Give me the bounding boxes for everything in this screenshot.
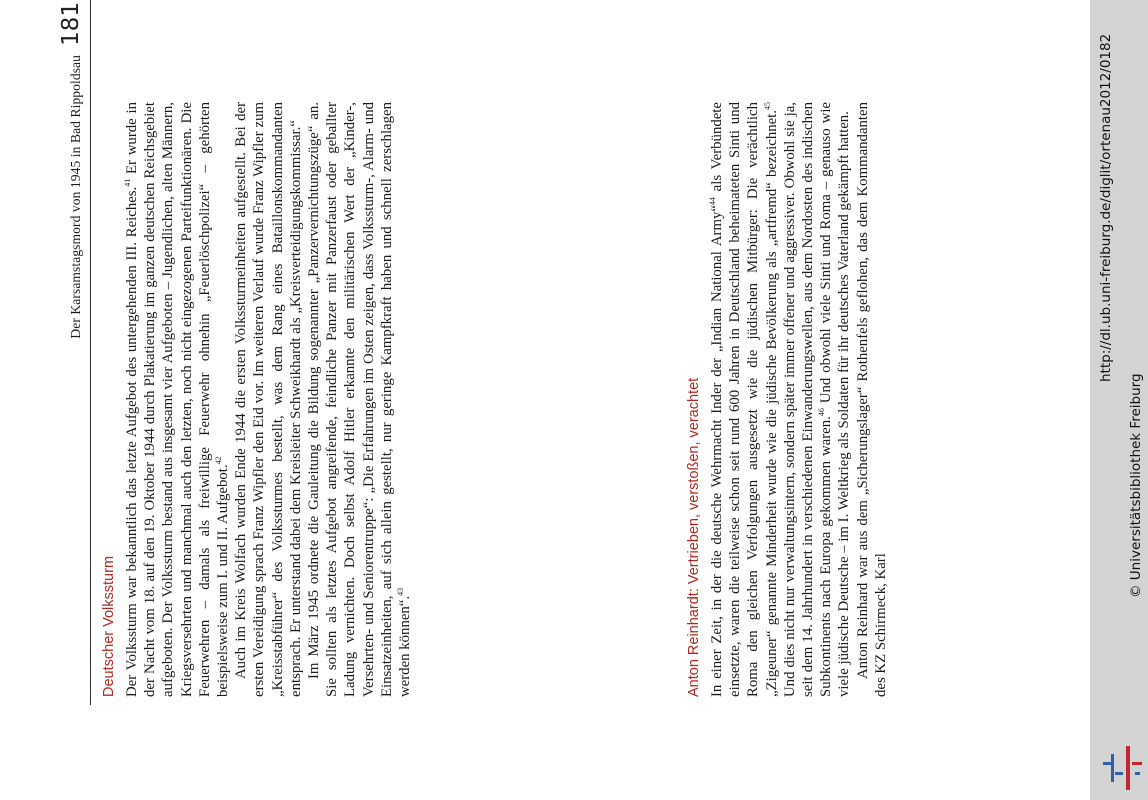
logo-red-bar: [1126, 746, 1130, 790]
text-run: Und dies nicht nur verwaltungsintern, sondern später immer offener und aggressiver. Obwohl sie ja, seit dem 14. Jahrhundert in verschiedenen Einwanderungswellen, aus dem Nordosten des indischen Subkontinents nach Europa gekommen waren.: [781, 102, 835, 697]
body-paragraph: [854, 102, 890, 697]
body-paragraph: [708, 102, 854, 697]
section-anton-reinhardt: [685, 102, 890, 697]
logo-blue-tick-bottom: [1115, 772, 1123, 775]
logo-blue-dot: [1135, 772, 1140, 775]
body-paragraph: [232, 102, 305, 697]
section-heading: Anton Reinhardt: Vertrieben, verstoßen, verachtet: [686, 377, 702, 697]
footnote-ref: 46: [817, 408, 827, 417]
footnote-ref: 43: [396, 587, 406, 596]
footnote-ref: 44: [708, 197, 718, 206]
footnote-ref: 41: [123, 178, 133, 187]
body-paragraph: [305, 102, 414, 697]
logo-blue-tick-top: [1103, 762, 1111, 765]
running-header: [48, 0, 91, 705]
text-run: Im März 1945 ordnete die Gauleitung die Bildung sogenannter „Panzervernichtungszüge“ an. Sie sollten als letztes Aufgebot angreifende, feindliche Panzer mit Panzerfaust oder geballter Ladung vernichten. Doch selbst Adolf Hitler erkannte den militärischen Wert der „Kinder-, Versehrten- und Seniorentruppe“: „Die Erfahrungen im Osten zeigen, dass Volkssturm-, Alarm- und Einsatzeinheiten, auf sich allein gestellt, nur geringe Kampfkraft haben und schnell zerschlagen werden können“.: [306, 102, 414, 697]
footnote-ref: 42: [214, 456, 224, 465]
footnote-ref: 45: [762, 102, 772, 110]
body-paragraph: [123, 102, 232, 697]
section-heading: Deutscher Volkssturm: [101, 555, 117, 697]
running-header-title: Der Karsamstagsmord von 1945 in Bad Rippoldsau: [68, 55, 83, 339]
text-run: Er wurde in der Nacht vom 18. auf den 19. Oktober 1944 durch Plakatierung im ganzen deutschen Reichsgebiet aufgeboten. Der Volkssturm bestand aus insgesamt vier Aufgeboten – Jugendlichen, alten Männern, Kriegsversehrten und manchmal auch den letzten, noch nicht eingezogenen Parteifunktionären. Die Feuerwehren – damals als freiwillige Feuerwehr ohnehin „Feuerlöschpolizei“ – gehörten beispielsweise zum I. und II. Aufgebot.: [124, 102, 232, 697]
text-run: Der Volkssturm war bekanntlich das letzte Aufgebot des untergehenden III. Reiches.: [124, 186, 140, 697]
section-body: [123, 102, 414, 697]
section-deutscher-volkssturm: [100, 102, 414, 697]
text-run: Und obwohl viele Sinti und Roma – genauso wie viele jüdische Deutsche – im I. Weltkrieg als Soldaten für ihr deutsches Vaterland gekämpft hatten.: [818, 102, 853, 697]
text-run: Anton Reinhard war aus dem „Sicherungslager“ Rothenfels geflohen, das dem Kommandanten des KZ Schirmeck, Karl: [854, 102, 889, 697]
copyright-notice: © Universitätsbibliothek Freiburg: [1128, 373, 1144, 598]
text-run: Auch im Kreis Wolfach wurden Ende 1944 die ersten Volkssturmeinheiten aufgestellt. Bei der ersten Vereidigung sprach Franz Wipfler den Eid vor. Im weiteren Verlauf wurde Franz Wipfler zum „Kreisstabführer“ des Volkssturmes bestellt, was dem Rang eines Bataillonskommandanten entsprach. Er unterstand dabei dem Kreisleiter Schweikhardt als „Kreisverteidigungskommissar.“: [233, 102, 304, 697]
logo-blue-bar: [1111, 754, 1114, 782]
source-url-link[interactable]: http://dl.ub.uni-freiburg.de/diglit/ortenau2012/0182: [1098, 33, 1114, 382]
text-run: als Verbündete einsetzte, waren die teilweise schon seit rund 600 Jahren in Deutschland beheimateten Sinti und Roma den gleichen Verfolgungen ausgesetzt wie die jüdischen Mitbürger: Die verächtlich „Zigeuner“ genannte Minderheit wurde wie die jüdische Bevölkerung als „artfremd“ bezeichnet.: [709, 102, 780, 697]
page-number: 181: [58, 2, 84, 46]
ub-freiburg-logo-icon: [1095, 742, 1145, 794]
logo-red-tick: [1132, 762, 1142, 765]
text-run: In einer Zeit, in der die deutsche Wehrmacht Inder der „Indian National Army“: [709, 205, 725, 697]
section-body: [708, 102, 890, 697]
